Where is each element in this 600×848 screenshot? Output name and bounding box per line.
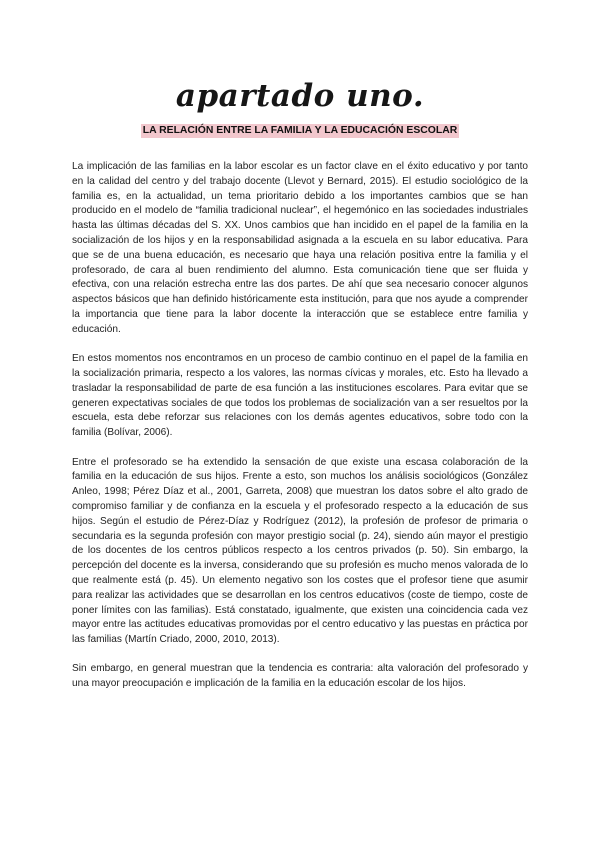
paragraph-2: En estos momentos nos encontramos en un proceso de cambio continuo en el papel de la familia en la socialización primaria, respecto a los valores, las normas cívicas y morales, etc. Esto ha llevado a trasladar la responsabilidad de parte de esa función a las instituciones escolares. Para evitar que se generen expectativas sociales de que todos los problemas de socialización van a ser resueltos por la escuela, esta debe reforzar sus relaciones con los demás agentes educativos, sobre todo con la familia (Bolívar, 2006). xyxy=(72,353,528,439)
paragraph-4: Sin embargo, en general muestran que la tendencia es contraria: alta valoración del profesorado y una mayor preocupación e implicación de la familia en la educación escolar de los hijos. xyxy=(72,663,528,690)
section-subtitle: LA RELACIÓN ENTRE LA FAMILIA Y LA EDUCACIÓN ESCOLAR xyxy=(142,125,458,136)
paragraph-1: La implicación de las familias en la labor escolar es un factor clave en el éxito educativo y por tanto en la calidad del centro y del trabajo docente (Llevot y Bernard, 2015). El estudio sociológico de la familia es, en la actualidad, un tema prioritario debido a los importantes cambios que se han producido en el modelo de “familia tradicional nuclear”, el hegemónico en las sociedades industriales hasta las últimas décadas del S. XX. Unos cambios que han incidido en el papel de la familia en la socialización de los hijos y en la responsabilidad asignada a la escuela en su labor educativa. Para que se de una buena educación, es necesario que haya una relación positiva entre la familia y el profesorado, de cara al buen rendimiento del alumno. Esta comunicación tiene que ser fluida y efectiva, con una relación estrecha entre las dos partes. De ahí que sea necesario conocer algunos aspectos básicos que han definido históricamente esta institución, para que nos ayude a comprender la importancia que tiene para la labor docente la interacción que se establece entre familia y educación. xyxy=(72,161,528,335)
subtitle-container xyxy=(0,120,600,138)
paragraph-3: Entre el profesorado se ha extendido la sensación de que existe una escasa colaboración de la familia en la educación de sus hijos. Frente a esto, son muchos los análisis sociológicos (González Anleo, 1998; Pérez Díaz et al., 2001, Garreta, 2008) que muestran los datos sobre el alto grado de compromiso familiar y de confianza en la escuela y el profesorado respecto a la educación de sus hijos. Según el estudio de Pérez-Díaz y Rodríguez (2012), la profesión de profesor de primaria o secundaria es la segunda profesión con mayor prestigio social (p. 24), siendo aún mayor el prestigio de los docentes de los centros públicos respecto a los centros privados (p. 50). Sin embargo, la percepción del docente es la inversa, considerando que su profesión es mucho menos valorada de lo que realmente está (p. 45). Un elemento negativo son los costes que el profesor tiene que asumir para realizar las actividades que se desarrollan en los centros educativos (coste de tiempo, coste de poner límites con las familias). Está constatado, igualmente, que existen una coincidencia cada vez mayor entre las actitudes educativas promovidas por el centro educativo y las puestas en práctica por las familias (Martín Criado, 2000, 2010, 2013). xyxy=(72,456,528,646)
section-heading: apartado uno. xyxy=(175,78,425,114)
body-text xyxy=(72,160,528,707)
